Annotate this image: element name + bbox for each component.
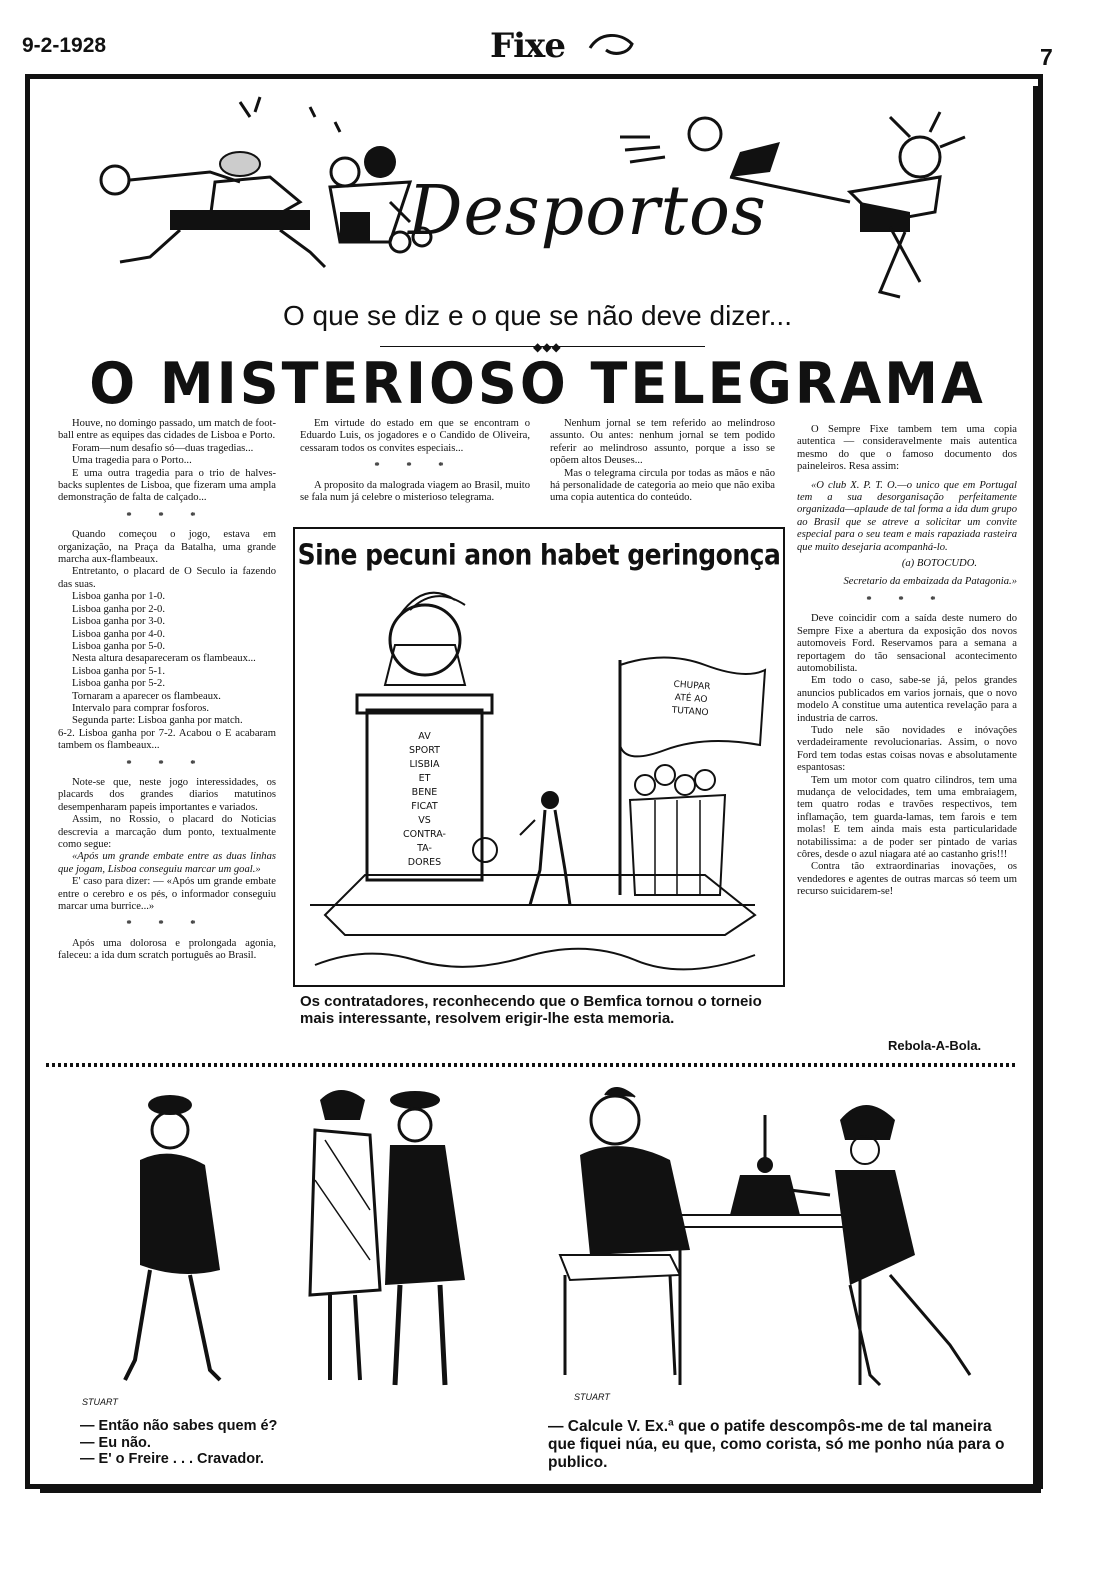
- score-line: Lisboa ganha por 4-0.: [72, 628, 165, 640]
- kicker-headline: O que se diz e o que se não deve dizer...: [282, 300, 792, 331]
- dialogue-line: — E' o Freire . . . Cravador.: [80, 1451, 264, 1467]
- section-separator: [46, 1063, 1016, 1067]
- right-cartoon-caption: — Calcule V. Ex.ª que o patife descompôs-me de tal maneira que fiquei núa, eu que, como corista, só me ponho núa para o publico.: [548, 1418, 1005, 1471]
- article-column-1: [58, 418, 276, 963]
- col1-paragraph: Houve, no domingo passado, um match de foot-ball entre as equipes das cidades de Lisboa e Porto.: [58, 418, 276, 442]
- dialogue-line: — Então não sabes quem é?: [80, 1418, 278, 1434]
- article-column-3: [550, 418, 775, 505]
- col1-paragraph: Segunda parte: Lisboa ganha por match.: [72, 715, 243, 727]
- col1-paragraph: Assim, no Rossio, o placard do Noticias descrevia a marcação dum ponto, textualmente como segue:: [58, 814, 276, 850]
- col1-paragraph: Após uma dolorosa e prolongada agonia, faleceu: a ida dum scratch português ao Brasil.: [58, 937, 276, 962]
- page-number: 7: [1040, 44, 1053, 70]
- inscription-line: DORES: [407, 857, 442, 868]
- col1-paragraph: Tornaram a aparecer os flambeaux.: [72, 690, 221, 702]
- section-divider: * * *: [374, 461, 456, 473]
- frame-shadow-bottom: [40, 1484, 1041, 1493]
- col1-paragraph: Foram—num desafio só—duas tragedias...: [72, 442, 254, 454]
- section-divider: * * *: [866, 594, 948, 606]
- frame-shadow-right: [1033, 86, 1041, 1484]
- flag-line: ATÉ AO: [674, 692, 708, 706]
- inscription-line: VS: [418, 815, 431, 826]
- inscription-line: TA-: [417, 843, 432, 854]
- col1-paragraph: Uma tragedia para o Porto...: [72, 455, 192, 467]
- col1-paragraph: Entretanto, o placard de O Seculo ia fazendo das suas.: [58, 566, 276, 590]
- col4-paragraph: Contra tão extraordinarias inovações, os vendedores e agentes de outras marcas só teem um recurso suicidarem-se!: [797, 861, 1017, 898]
- cartoon-title: Sine pecuni anon habet geringonça: [297, 537, 781, 572]
- inscription-line: SPORT: [409, 745, 440, 756]
- headline-ornament: ◆◆◆: [533, 340, 561, 354]
- dialogue-line: — Eu não.: [80, 1434, 151, 1451]
- score-line: Lisboa ganha por 2-0.: [72, 603, 165, 615]
- section-divider: * * *: [126, 510, 208, 522]
- col1-paragraph: 6-2. Lisboa ganha por 7-2. Acabou o E acabaram tambem os flambeaux...: [58, 727, 276, 752]
- inscription-line: BENE: [411, 787, 438, 798]
- flag-line: CHUPAR: [673, 679, 711, 693]
- score-line: Lisboa ganha por 5-1.: [72, 665, 165, 677]
- telegram-quote: «O club X. P. T. O.—o unico que em Portugal tem a sua desorganisação perfeitamente organizada—aplaude de tal forma a ida dum grupo ao Brasil que se atreve a solicitar um convite especial para o seu team e mais rapaziada rasteira que muito desejaria acompanhá-lo.: [797, 479, 1017, 553]
- col1-paragraph: Quando começou o jogo, estava em organização, na Praça da Batalha, uma grande marcha aux-flambeaux.: [58, 529, 276, 566]
- article-column-4: [797, 424, 1017, 899]
- score-line: Lisboa ganha por 5-2.: [72, 678, 165, 690]
- score-line: Lisboa ganha por 3-0.: [72, 616, 165, 628]
- issue-date: 9-2-1928: [22, 34, 107, 57]
- telegram-signature-title: Secretario da embaizada da Patagonia.»: [843, 576, 1017, 588]
- two-gentlemen-cartoon: [70, 1080, 490, 1405]
- masthead-logo: Fixe: [490, 26, 565, 66]
- col1-paragraph: Note-se que, neste jogo interessidades, os placards dos grandes diarios matutinos desempenharam papeis importantes e variados.: [58, 776, 276, 813]
- section-divider: * * *: [126, 919, 208, 931]
- col3-paragraph: Mas o telegrama circula por todas as mãos e não há personalidade de categoria ao meio que não exiba uma copia autentica do conteúdo.: [550, 467, 775, 504]
- col4-paragraph: Tudo nele são novidades e inóvações verdadeiramente revolucionarias. Assim, o novo Ford tem todas estas coisas novas e absolutamente espantosas:: [797, 724, 1017, 774]
- section-divider: * * *: [126, 758, 208, 770]
- desportos-logo: Desportos: [408, 172, 767, 251]
- inscription-line: FICAT: [411, 801, 438, 812]
- flag-banner-text: [635, 676, 747, 723]
- artist-signature: STUART: [574, 1392, 610, 1402]
- col1-paragraph: Intervalo para comprar fosforos.: [72, 702, 210, 714]
- main-headline: O MISTERIOSO TELEGRAMA: [89, 350, 986, 417]
- article-column-2: [300, 418, 530, 504]
- inscription-line: LISBIA: [409, 759, 440, 770]
- col2-paragraph: A proposito da malograda viagem ao Brasil, muito se fala num já celebre o misterioso telegrama.: [300, 479, 530, 504]
- col1-paragraph: Nesta altura desapareceram os flambeaux...: [72, 653, 256, 665]
- col1-paragraph: E' caso para dizer: — «Após um grande embate entre o cerebro e os pés, o informador conseguiu marcar uma burrice...»: [58, 876, 276, 913]
- telegram-signature: (a) BOTOCUDO.: [901, 558, 977, 570]
- inscription-line: AV: [418, 731, 431, 742]
- score-line: Lisboa ganha por 1-0.: [72, 591, 165, 603]
- article-byline: Rebola-A-Bola.: [888, 1038, 982, 1053]
- col2-paragraph: Em virtude do estado em que se encontram o Eduardo Luis, os jogadores e o Candido de Oliveira, cessaram todos os convites especiais...: [300, 418, 530, 454]
- col1-quote: «Após um grande embate entre as duas linhas que jogam, Lisboa conseguiu marcar um goal.»: [58, 851, 276, 875]
- monument-inscription: [367, 730, 482, 870]
- col4-paragraph: Tem um motor com quatro cilindros, tem uma mudança de velocidades, tem uma embraiagem, tem quatro rodas e travões respectivos, tem inflamação, tem guarda-lamas, tem farois e tem molas! E tem ainda mais esta particularidade notabilissima: a de poder ser pintado de varias côres, desde o azul niagara até ao castanho gris!!!: [797, 774, 1017, 860]
- col4-paragraph: Em todo o caso, sabe-se já, pelos grandes anuncios publicados em varios jornais, que o novo modelo A constitue uma autentica revelação para a industria de carros.: [797, 675, 1017, 724]
- cartoon-caption: Os contratadores, reconhecendo que o Bemfica tornou o torneio mais interessante, resolvem erigir-lhe esta memoria.: [300, 993, 762, 1027]
- artist-signature: STUART: [82, 1397, 118, 1407]
- col3-paragraph: Nenhum jornal se tem referido ao melindroso assunto. Ou antes: nenhum jornal se tem podido referir ao melindroso assunto, porque a isso se opõem altos Deuses...: [550, 418, 775, 467]
- col4-paragraph: O Sempre Fixe tambem tem uma copia autentica — consideravelmente mais autentica mesmo do que o famoso documento dos paineleiros. Resa assim:: [797, 424, 1017, 473]
- inscription-line: CONTRA-: [403, 829, 446, 840]
- score-line: Lisboa ganha por 5-0.: [72, 640, 165, 652]
- left-cartoon-dialogue: [80, 1418, 400, 1468]
- office-cartoon: [550, 1075, 1020, 1405]
- col1-paragraph: E uma outra tragedia para o trio de halves-backs suplentes de Lisboa, que fizeram uma ampla demonstração de falta de calçado...: [58, 467, 276, 504]
- masthead-flourish: [588, 30, 638, 60]
- inscription-line: ET: [418, 773, 431, 784]
- flag-line: TUTANO: [671, 705, 709, 719]
- col4-paragraph: Deve coincidir com a saída deste numero do Sempre Fixe a abertura da exposição dos novos automoveis Ford. Reservamos para a semana a reportagem do tão sensacional acontecimento automobilista.: [797, 613, 1017, 674]
